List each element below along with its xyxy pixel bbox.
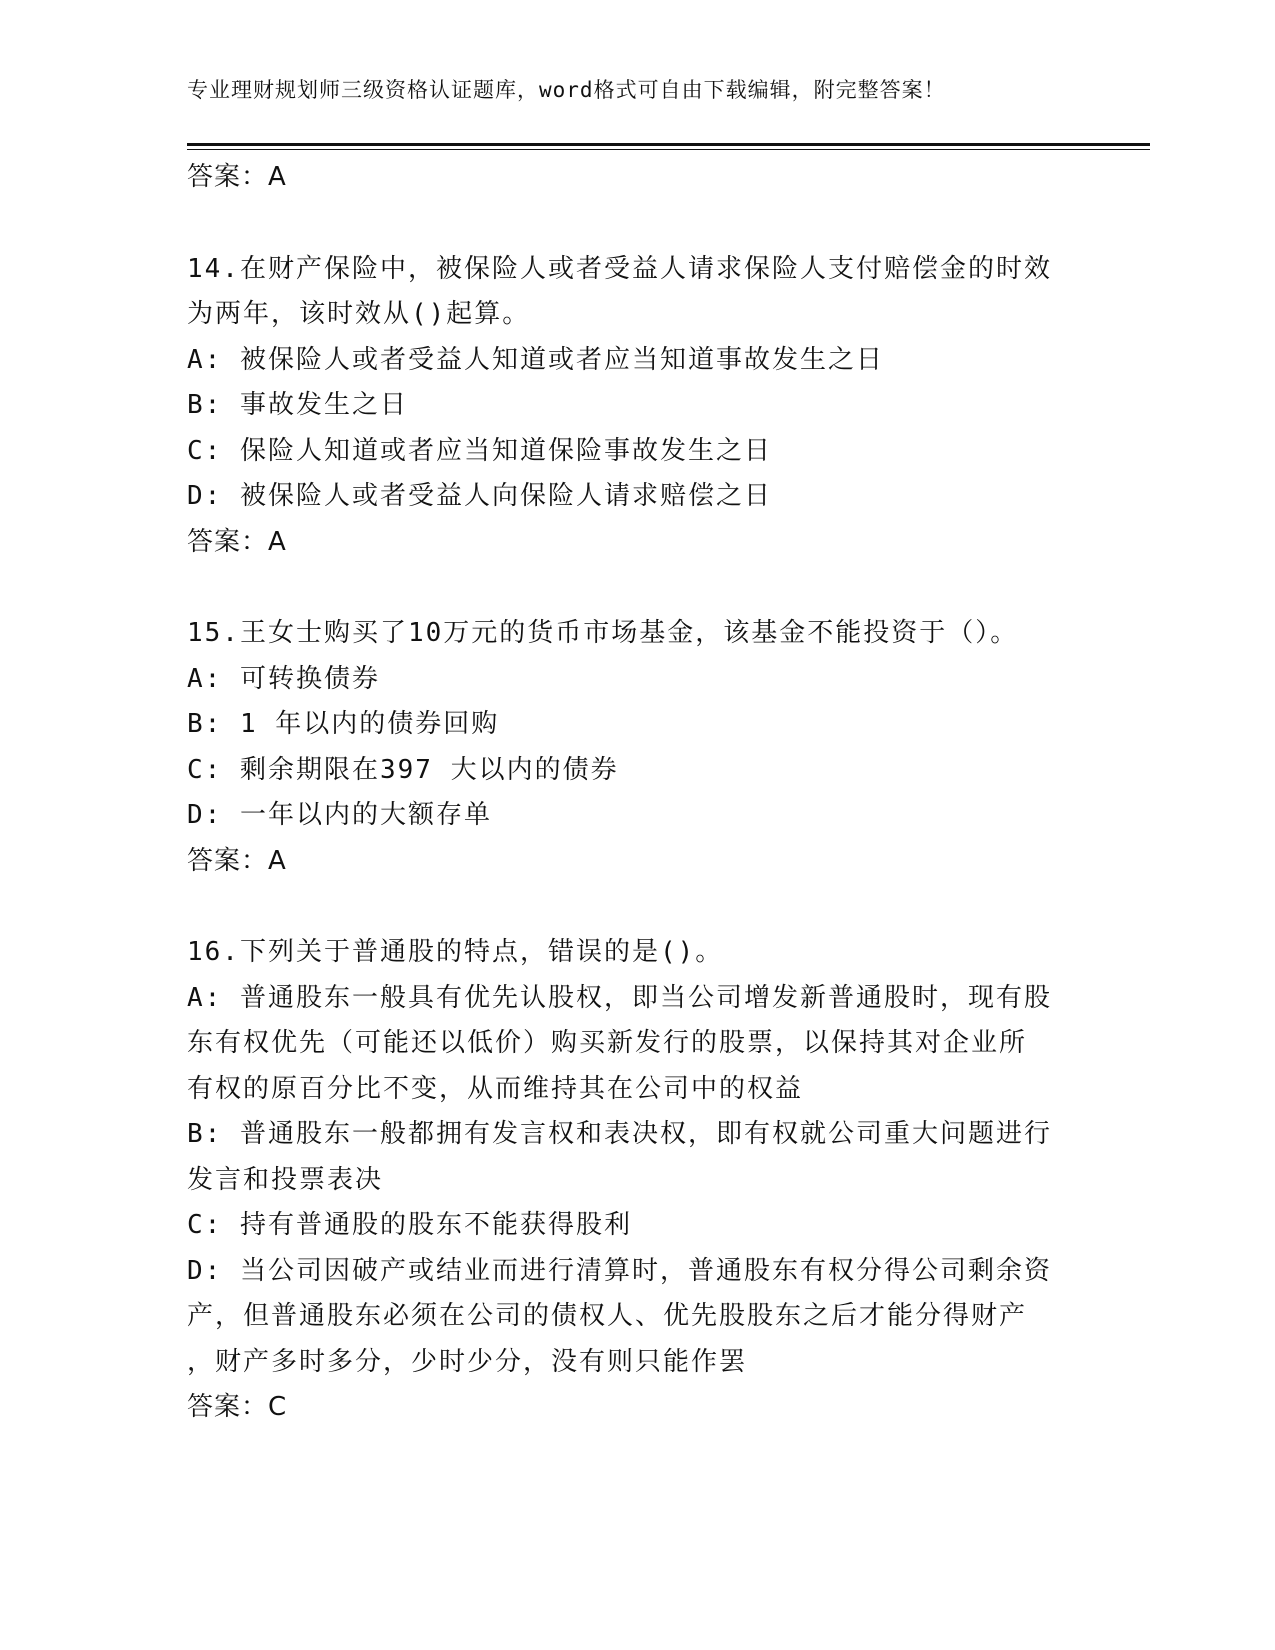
question-stem-line: 为两年，该时效从()起算。: [187, 299, 531, 329]
option-a-continued: 东有权优先（可能还以低价）购买新发行的股票，以保持其对企业所: [187, 1028, 1028, 1058]
option-d: D: 一年以内的大额存单: [187, 800, 492, 830]
option-b: B: 1 年以内的债券回购: [187, 709, 500, 739]
question-answer: 答案：C: [187, 1392, 288, 1422]
previous-answer: 答案：A: [187, 162, 287, 192]
option-d: D: 被保险人或者受益人向保险人请求赔偿之日: [187, 481, 772, 511]
option-c: C: 剩余期限在397 大以内的债券: [187, 754, 619, 785]
header-rule-thin: [187, 149, 1150, 150]
option-b: B: 事故发生之日: [187, 390, 408, 420]
option-b-continued: 发言和投票表决: [187, 1164, 384, 1195]
option-a: A: 可转换债券: [187, 663, 380, 694]
option-a: A: 被保险人或者受益人知道或者应当知道事故发生之日: [187, 344, 884, 375]
option-d-continued: ，财产多时多分，少时少分，没有则只能作罢: [187, 1346, 748, 1377]
question-stem-line: 15.王女士购买了10万元的货币市场基金，该基金不能投资于（）。: [187, 618, 1019, 648]
question-stem-line: 14.在财产保险中，被保险人或者受益人请求保险人支付赔偿金的时效: [187, 253, 1052, 284]
option-b: B: 普通股东一般都拥有发言权和表决权，即有权就公司重大问题进行: [187, 1119, 1052, 1149]
question-stem-line: 16.下列关于普通股的特点，错误的是()。: [187, 937, 724, 967]
option-a: A: 普通股东一般具有优先认股权，即当公司增发新普通股时，现有股: [187, 982, 1052, 1013]
document-body: [187, 155, 1087, 1431]
option-a-continued: 有权的原百分比不变，从而维持其在公司中的权益: [187, 1073, 804, 1104]
question-block: [187, 611, 1087, 884]
option-d: D: 当公司因破产或结业而进行清算时，普通股东有权分得公司剩余资: [187, 1255, 1052, 1286]
question-answer: 答案：A: [187, 845, 287, 876]
option-c: C: 保险人知道或者应当知道保险事故发生之日: [187, 435, 772, 466]
option-d-continued: 产，但普通股东必须在公司的债权人、优先股股东之后才能分得财产: [187, 1301, 1028, 1331]
question-answer: 答案：A: [187, 526, 287, 557]
page-header: 专业理财规划师三级资格认证题库，word格式可自由下载编辑，附完整答案！: [187, 78, 946, 102]
option-c: C: 持有普通股的股东不能获得股利: [187, 1210, 632, 1240]
header-rule-thick: [187, 143, 1150, 146]
question-block: [187, 930, 1087, 1431]
question-block: [187, 247, 1087, 566]
